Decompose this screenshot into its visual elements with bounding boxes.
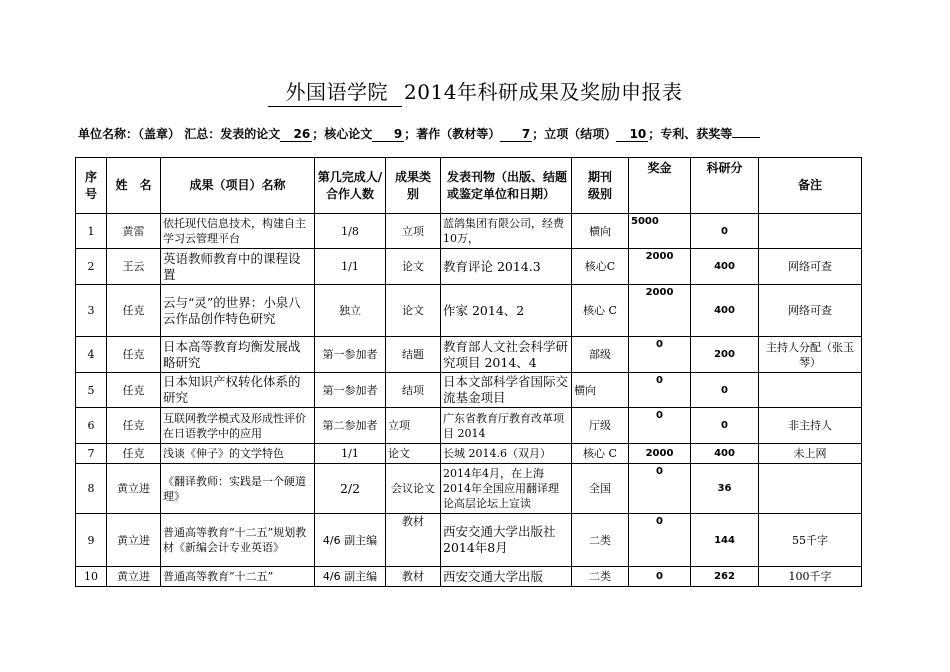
cell-type: 论文 <box>386 285 441 337</box>
header-bonus: 奖金 <box>629 158 691 214</box>
cell-fund: 200 <box>691 337 759 373</box>
cell-publisher: 教育部人文社会科学研究项目 2014、4 <box>441 337 572 373</box>
cell-fund: 0 <box>691 373 759 408</box>
cell-level: 厅级 <box>572 408 629 444</box>
cell-rank: 第一参加者 <box>315 337 386 373</box>
cell-note: 未上网 <box>759 444 862 464</box>
cell-result: 日本知识产权转化体系的研究 <box>161 373 315 408</box>
projects-count: 10 <box>616 127 648 142</box>
cell-fund: 400 <box>691 249 759 285</box>
patents-blank <box>732 127 760 138</box>
cell-note: 55千字 <box>759 514 862 567</box>
title-text: 2014年科研成果及奖励申报表 <box>404 80 683 104</box>
cell-result: 日本高等教育均衡发展战略研究 <box>161 337 315 373</box>
cell-level: 部级 <box>572 337 629 373</box>
cell-type: 论文 <box>386 444 441 464</box>
cell-result: 英语教师教育中的课程设置 <box>161 249 315 285</box>
cell-result: 普通高等教育“十二五”规划教材《新编会计专业英语》 <box>161 514 315 567</box>
cell-bonus: 0 <box>629 514 691 567</box>
cell-fund: 144 <box>691 514 759 567</box>
cell-type: 教材 <box>386 567 441 587</box>
cell-name: 黄立进 <box>107 514 161 567</box>
papers-count: 26 <box>280 127 312 142</box>
cell-level: 核心C <box>572 249 629 285</box>
table-row <box>76 567 862 587</box>
cell-note <box>759 464 862 514</box>
books-count: 7 <box>500 127 532 142</box>
cell-level: 二类 <box>572 514 629 567</box>
cell-name: 任克 <box>107 408 161 444</box>
cell-result: 依托现代信息技术，构建自主学习云管理平台 <box>161 214 315 249</box>
cell-publisher: 教育评论 2014.3 <box>441 249 572 285</box>
header-fund: 科研分 <box>691 158 759 214</box>
cell-fund: 262 <box>691 567 759 587</box>
core-label: ；核心论文 <box>312 127 373 141</box>
table-row <box>76 337 862 373</box>
cell-bonus: 5000 <box>629 214 691 249</box>
cell-rank: 4/6 副主编 <box>315 567 386 587</box>
cell-no: 2 <box>76 249 107 285</box>
cell-note: 非主持人 <box>759 408 862 444</box>
table-row <box>76 214 862 249</box>
cell-no: 7 <box>76 444 107 464</box>
cell-result: 《翻译教师：实践是一个硬道理》 <box>161 464 315 514</box>
cell-result: 浅谈《伸子》的文学特色 <box>161 444 315 464</box>
core-count: 9 <box>372 127 404 142</box>
cell-type: 结项 <box>386 373 441 408</box>
page-title <box>0 76 950 107</box>
cell-name: 王云 <box>107 249 161 285</box>
summary-line <box>78 125 760 142</box>
cell-name: 任克 <box>107 444 161 464</box>
cell-fund: 0 <box>691 214 759 249</box>
cell-publisher: 长城 2014.6（双月） <box>441 444 572 464</box>
cell-note: 100千字 <box>759 567 862 587</box>
header-level: 期刊级别 <box>572 158 629 214</box>
cell-no: 4 <box>76 337 107 373</box>
cell-type: 立项 <box>386 408 441 444</box>
cell-rank: 1/8 <box>315 214 386 249</box>
cell-rank: 第一参加者 <box>315 373 386 408</box>
cell-no: 8 <box>76 464 107 514</box>
cell-rank: 1/1 <box>315 444 386 464</box>
cell-result: 互联网教学模式及形成性评价在日语教学中的应用 <box>161 408 315 444</box>
cell-bonus: 0 <box>629 408 691 444</box>
cell-rank: 1/1 <box>315 249 386 285</box>
cell-rank: 2/2 <box>315 464 386 514</box>
cell-publisher: 西安交通大学出版 <box>441 567 572 587</box>
cell-publisher: 作家 2014、2 <box>441 285 572 337</box>
header-note: 备注 <box>759 158 862 214</box>
cell-publisher: 广东省教育厅教育改革项目 2014 <box>441 408 572 444</box>
cell-note <box>759 373 862 408</box>
cell-fund: 400 <box>691 285 759 337</box>
cell-publisher: 蓝鸽集团有限公司，经费10万， <box>441 214 572 249</box>
cell-note <box>759 214 862 249</box>
cell-name: 黄立进 <box>107 464 161 514</box>
total-label: 汇总：发表的论文 <box>184 127 281 141</box>
cell-result: 云与“灵”的世界：小泉八云作品创作特色研究 <box>161 285 315 337</box>
projects-label: ；立项（结项） <box>532 127 617 141</box>
cell-level: 核心 C <box>572 285 629 337</box>
cell-name: 黄雷 <box>107 214 161 249</box>
header-publisher: 发表刊物（出版、结题或鉴定单位和日期） <box>441 158 572 214</box>
cell-level: 横向 <box>572 373 629 408</box>
cell-note: 网络可查 <box>759 285 862 337</box>
cell-type: 教材 <box>386 514 441 567</box>
header-type: 成果类别 <box>386 158 441 214</box>
cell-no: 6 <box>76 408 107 444</box>
cell-type: 论文 <box>386 249 441 285</box>
cell-name: 任克 <box>107 373 161 408</box>
books-label: ；著作（教材等） <box>404 127 501 141</box>
cell-note: 主持人分配（张玉琴） <box>759 337 862 373</box>
cell-bonus: 0 <box>629 373 691 408</box>
table-header-row <box>76 158 862 214</box>
cell-result: 普通高等教育“十二五” <box>161 567 315 587</box>
patents-label: ；专利、获奖等 <box>648 127 733 141</box>
cell-no: 1 <box>76 214 107 249</box>
table-row <box>76 285 862 337</box>
cell-bonus: 0 <box>629 464 691 514</box>
table-row <box>76 514 862 567</box>
cell-fund: 400 <box>691 444 759 464</box>
cell-rank: 第二参加者 <box>315 408 386 444</box>
cell-type: 立项 <box>386 214 441 249</box>
cell-no: 9 <box>76 514 107 567</box>
cell-name: 任克 <box>107 285 161 337</box>
cell-no: 10 <box>76 567 107 587</box>
cell-no: 5 <box>76 373 107 408</box>
cell-note: 网络可查 <box>759 249 862 285</box>
table-row <box>76 464 862 514</box>
achievements-table <box>75 157 862 587</box>
cell-bonus: 2000 <box>629 249 691 285</box>
header-result: 成果（项目）名称 <box>161 158 315 214</box>
header-rank: 第几完成人/合作人数 <box>315 158 386 214</box>
header-name: 姓 名 <box>107 158 161 214</box>
unit-label: 单位名称：（盖章） <box>78 127 181 141</box>
table-row <box>76 408 862 444</box>
cell-no: 3 <box>76 285 107 337</box>
cell-level: 二类 <box>572 567 629 587</box>
cell-publisher: 2014年4月，在上海2014年全国应用翻译理论高层论坛上宣读 <box>441 464 572 514</box>
cell-type: 结题 <box>386 337 441 373</box>
cell-name: 任克 <box>107 337 161 373</box>
cell-type: 会议论文 <box>386 464 441 514</box>
cell-bonus: 0 <box>629 337 691 373</box>
cell-name: 黄立进 <box>107 567 161 587</box>
table-row <box>76 444 862 464</box>
unit-name-title: 外国语学院 <box>268 76 403 107</box>
cell-fund: 0 <box>691 408 759 444</box>
cell-bonus: 2000 <box>629 285 691 337</box>
cell-rank: 独立 <box>315 285 386 337</box>
cell-fund: 36 <box>691 464 759 514</box>
table-row <box>76 373 862 408</box>
cell-level: 核心 C <box>572 444 629 464</box>
cell-level: 横向 <box>572 214 629 249</box>
cell-bonus: 0 <box>629 567 691 587</box>
cell-bonus: 2000 <box>629 444 691 464</box>
cell-publisher: 日本文部科学省国际交流基金项目 <box>441 373 572 408</box>
table-row <box>76 249 862 285</box>
cell-rank: 4/6 副主编 <box>315 514 386 567</box>
cell-publisher: 西安交通大学出版社 2014年8月 <box>441 514 572 567</box>
cell-level: 全国 <box>572 464 629 514</box>
header-no: 序号 <box>76 158 107 214</box>
